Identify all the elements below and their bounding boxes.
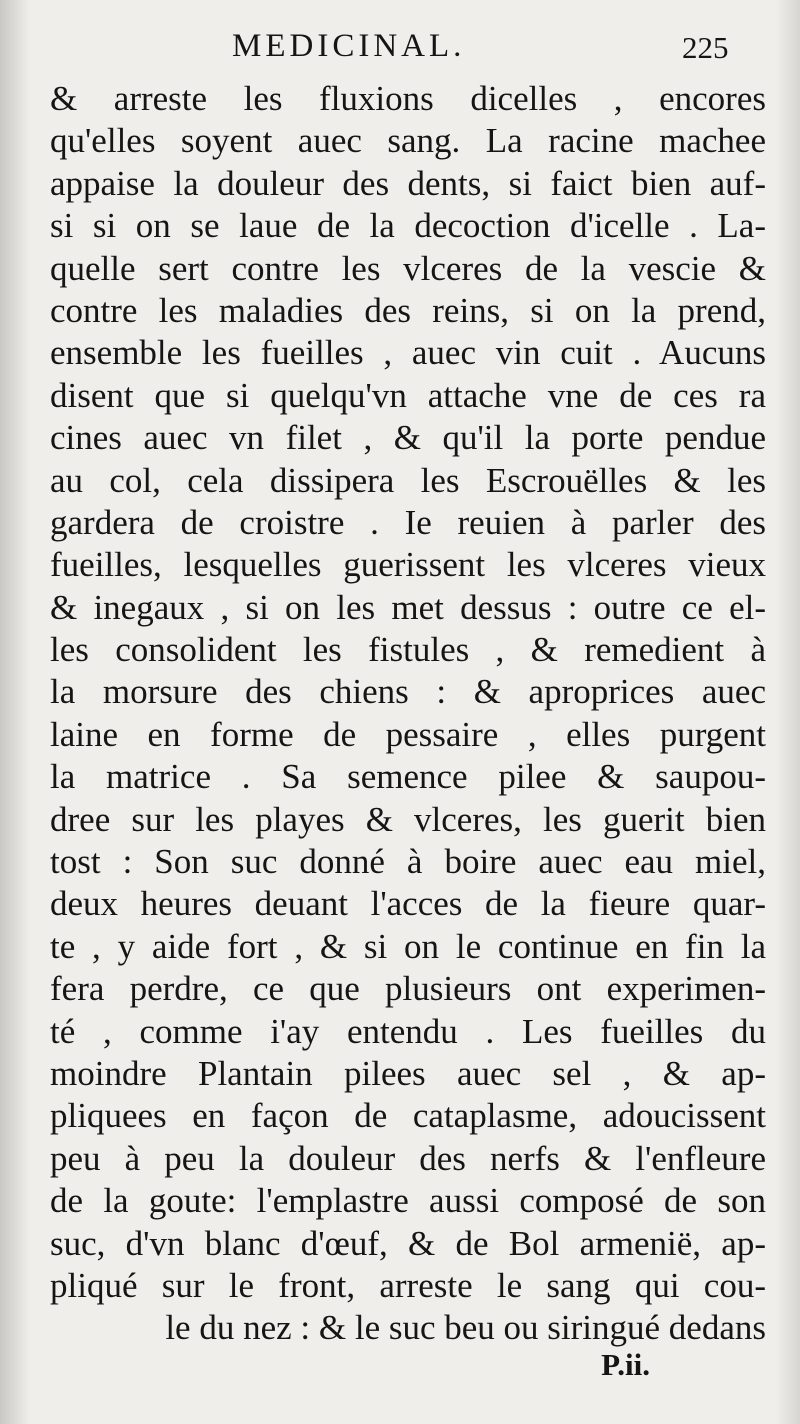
text-line: quelle sert contre les vlceres de la vescie &: [50, 248, 766, 288]
text-line: disent que si quelqu'vn attache vne de ces ra: [50, 375, 766, 415]
text-line: fueilles, lesquelles guerissent les vlceres vieux: [50, 545, 766, 585]
text-line: suc, d'vn blanc d'œuf, & de Bol armenië, ap-: [50, 1223, 766, 1263]
running-title: MEDICINAL.: [232, 28, 466, 64]
text-line: si si on se laue de la decoction d'icelle . La-: [50, 206, 766, 246]
text-line: de la goute: l'emplastre aussi composé de son: [50, 1181, 766, 1221]
text-line: gardera de croistre . Ie reuien à parler des: [50, 502, 766, 542]
signature-mark: P.ii.: [601, 1347, 650, 1382]
text-line: la morsure des chiens : & aproprices auec: [50, 672, 766, 712]
text-line: dree sur les playes & vlceres, les guerit bien: [50, 799, 766, 839]
text-line: tost : Son suc donné à boire auec eau miel,: [50, 842, 766, 882]
running-head: [0, 28, 800, 78]
text-line: & arreste les fluxions dicelles , encores: [50, 79, 766, 118]
text-line: fera perdre, ce que plusieurs ont experimen-: [50, 969, 766, 1009]
text-line: deux heures deuant l'acces de la fieure quar-: [50, 884, 766, 924]
text-line: qu'elles soyent auec sang. La racine machee: [50, 121, 766, 161]
text-line: te , y aide fort , & si on le continue en fin la: [50, 926, 766, 966]
text-line: peu à peu la douleur des nerfs & l'enfleure: [50, 1138, 766, 1178]
page-number: 225: [682, 30, 729, 65]
text-line: la matrice . Sa semence pilee & saupou-: [50, 757, 766, 797]
text-line: pliqué sur le front, arreste le sang qui cou-: [50, 1265, 766, 1305]
text-line: le du nez : & le suc beu ou siringué dedans: [165, 1308, 766, 1348]
text-line: & inegaux , si on les met dessus : outre ce el-: [50, 587, 766, 627]
text-line: moindre Plantain pilees auec sel , & ap-: [50, 1053, 766, 1093]
text-line: ensemble les fueilles , auec vin cuit . Aucuns: [50, 333, 766, 373]
text-line: contre les maladies des reins, si on la prend,: [50, 290, 766, 330]
text-line: laine en forme de pessaire , elles purgent: [50, 714, 766, 754]
text-line: cines auec vn filet , & qu'il la porte pendue: [50, 418, 766, 458]
text-line: les consolident les fistules , & remedient à: [50, 630, 766, 670]
text-line: té , comme i'ay entendu . Les fueilles du: [50, 1011, 766, 1051]
text-line: appaise la douleur des dents, si faict bien auf-: [50, 163, 766, 203]
text-line: au col, cela dissipera les Escrouëlles & les: [50, 460, 766, 500]
body-text: [50, 78, 766, 1350]
text-line: pliquees en façon de cataplasme, adoucissent: [50, 1096, 766, 1136]
